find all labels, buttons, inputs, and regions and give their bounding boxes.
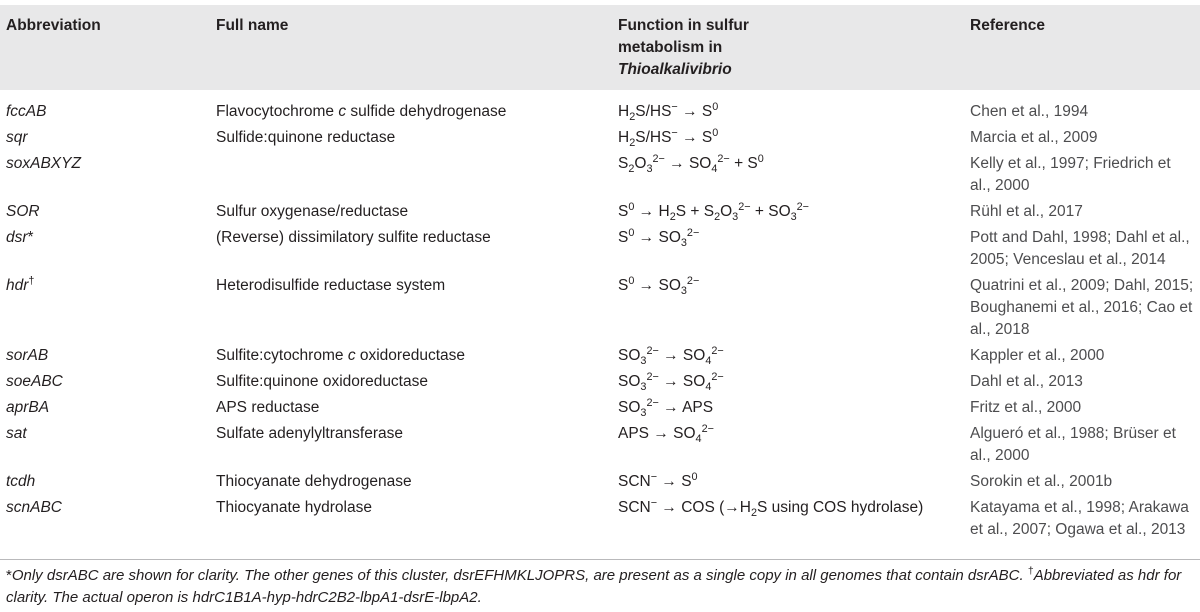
cell-function: $SCN^- \to S^0$ — [618, 471, 698, 490]
full-name-part: c — [347, 347, 356, 364]
reference-text: Sorokin et al., 2001b — [970, 473, 1113, 490]
cell-reference — [964, 496, 1200, 545]
abbreviation-text: soxABXYZ — [6, 155, 81, 172]
cell-abbreviation — [0, 470, 210, 496]
table-row — [0, 396, 1200, 422]
table-footnote — [6, 564, 1196, 609]
cell-reference — [964, 200, 1200, 226]
footnote-mark: † — [28, 275, 35, 288]
full-name-part: sulfide dehydrogenase — [346, 103, 507, 120]
reference-text: Pott and Dahl, 1998; Dahl et al., 2005; Venceslau et al., 2014 — [970, 229, 1190, 268]
abbreviation-text: sat — [6, 425, 27, 442]
cell-function: $H_2S/HS^- \to S^0$ — [618, 127, 719, 149]
table-row — [0, 274, 1200, 344]
full-name-part: Heterodisulfide reductase system — [216, 277, 446, 294]
full-name-part: oxidoreductase — [355, 347, 465, 364]
abbreviation-text: scnABC — [6, 499, 62, 516]
cell-full-name — [210, 470, 612, 496]
cell-full-name — [210, 274, 612, 344]
full-name-part: Thiocyanate dehydrogenase — [216, 473, 412, 490]
table-row — [0, 200, 1200, 226]
table-row — [0, 152, 1200, 200]
footnote-star-mark: * — [6, 567, 12, 584]
cell-reference — [964, 396, 1200, 422]
header-reference: Reference — [970, 17, 1045, 34]
table-row — [0, 226, 1200, 274]
reference-text: Marcia et al., 2009 — [970, 129, 1098, 146]
cell-reference — [964, 422, 1200, 470]
header-abbreviation: Abbreviation — [6, 17, 101, 34]
abbreviation-text: sqr — [6, 129, 28, 146]
cell-abbreviation — [0, 274, 210, 344]
cell-full-name — [210, 90, 612, 126]
abbreviation-text: tcdh — [6, 473, 36, 490]
cell-function: $S_2O_3^{2-} \to SO_4^{2-} + S^0$ — [618, 153, 764, 175]
header-function-line2: metabolism in — [618, 39, 723, 56]
reference-text: Katayama et al., 1998; Arakawa et al., 2007; Ogawa et al., 2013 — [970, 499, 1189, 538]
reference-text: Rühl et al., 2017 — [970, 203, 1083, 220]
reference-text: Fritz et al., 2000 — [970, 399, 1082, 416]
cell-function: SCN− → COS ($\to H_2S$ using COS hydrolase) — [618, 497, 924, 519]
full-name-part: Flavocytochrome — [216, 103, 339, 120]
table-header-row — [0, 5, 1200, 90]
abbreviation-text: soeABC — [6, 373, 63, 390]
table-body — [0, 90, 1200, 545]
full-name-part: APS reductase — [216, 399, 320, 416]
full-name-part: Sulfur oxygenase/reductase — [216, 203, 409, 220]
abbreviation-text: aprBA — [6, 399, 50, 416]
cell-full-name — [210, 496, 612, 545]
cell-function: $SO_3^{2-}$ → APS — [618, 397, 714, 419]
cell-abbreviation — [0, 226, 210, 274]
cell-reference — [964, 274, 1200, 344]
table-row — [0, 126, 1200, 152]
footnote-mark: * — [27, 229, 34, 246]
cell-reference — [964, 90, 1200, 126]
table-row — [0, 90, 1200, 126]
table-row — [0, 344, 1200, 370]
cell-full-name — [210, 226, 612, 274]
cell-abbreviation — [0, 396, 210, 422]
full-name-part: Sulfide:quinone reductase — [216, 129, 396, 146]
full-name-part: Sulfite:cytochrome — [216, 347, 348, 364]
cell-reference — [964, 126, 1200, 152]
cell-abbreviation — [0, 126, 210, 152]
abbreviation-text: hdr — [6, 277, 29, 294]
reference-text: Chen et al., 1994 — [970, 103, 1089, 120]
cell-reference — [964, 470, 1200, 496]
cell-full-name — [210, 200, 612, 226]
cell-function: $S^0 \to SO_3^{2-}$ — [618, 275, 700, 297]
table-row — [0, 496, 1200, 545]
header-function — [612, 5, 964, 90]
header-full-name: Full name — [216, 17, 289, 34]
table-row — [0, 470, 1200, 496]
footnote-text-1: Only dsrABC are shown for clarity. The other genes of this cluster, dsrEFHMKLJOPRS, are present as a single copy in all genomes that contain dsrABC. — [11, 567, 1028, 584]
sulfur-genes-table — [0, 5, 1200, 545]
cell-abbreviation — [0, 344, 210, 370]
footnote-text-2: Abbreviated as hdr for clarity. The actual operon is hdrC1B1A-hyp-hdrC2B2-lbpA1-dsrE-lbpA2. — [6, 567, 1182, 606]
cell-full-name — [210, 370, 612, 396]
cell-full-name — [210, 422, 612, 470]
reference-text: Kelly et al., 1997; Friedrich et al., 2000 — [970, 155, 1171, 194]
reference-text: Kappler et al., 2000 — [970, 347, 1105, 364]
cell-function: APS → $SO_4^{2-}$ — [618, 423, 714, 445]
cell-full-name — [210, 344, 612, 370]
footnote-dagger-mark: † — [1027, 565, 1034, 578]
cell-function: $SO_3^{2-} \to SO_4^{2-}$ — [618, 345, 724, 367]
cell-reference — [964, 152, 1200, 200]
cell-reference — [964, 370, 1200, 396]
cell-abbreviation — [0, 152, 210, 200]
cell-abbreviation — [0, 422, 210, 470]
cell-abbreviation — [0, 90, 210, 126]
cell-full-name — [210, 126, 612, 152]
full-name-part: Sulfite:quinone oxidoreductase — [216, 373, 428, 390]
header-function-line1: Function in sulfur — [618, 17, 749, 34]
cell-function: $H_2S/HS^- \to S^0$ — [618, 101, 719, 123]
table-bottom-rule — [0, 559, 1200, 560]
cell-abbreviation — [0, 370, 210, 396]
cell-abbreviation — [0, 496, 210, 545]
reference-text: Algueró et al., 1988; Brüser et al., 2000 — [970, 425, 1176, 464]
cell-reference — [964, 344, 1200, 370]
table-row — [0, 422, 1200, 470]
abbreviation-text: fccAB — [6, 103, 47, 120]
reference-text: Quatrini et al., 2009; Dahl, 2015; Boughanemi et al., 2016; Cao et al., 2018 — [970, 277, 1194, 338]
cell-full-name — [210, 152, 612, 200]
abbreviation-text: SOR — [6, 203, 40, 220]
reference-text: Dahl et al., 2013 — [970, 373, 1083, 390]
abbreviation-text: sorAB — [6, 347, 49, 364]
abbreviation-text: dsr — [6, 229, 28, 246]
table-row — [0, 370, 1200, 396]
cell-reference — [964, 226, 1200, 274]
cell-function: $S^0 \to H_2S + S_2O_3^{2-} + SO_3^{2-}$ — [618, 201, 810, 223]
full-name-part: c — [338, 103, 347, 120]
cell-function: $S^0 \to SO_3^{2-}$ — [618, 227, 700, 249]
cell-abbreviation — [0, 200, 210, 226]
full-name-part: (Reverse) dissimilatory sulfite reductase — [216, 229, 491, 246]
full-name-part: Thiocyanate hydrolase — [216, 499, 372, 516]
cell-function: $SO_3^{2-} \to SO_4^{2-}$ — [618, 371, 724, 393]
cell-full-name — [210, 396, 612, 422]
header-function-genus: Thioalkalivibrio — [618, 61, 732, 78]
full-name-part: Sulfate adenylyltransferase — [216, 425, 403, 442]
